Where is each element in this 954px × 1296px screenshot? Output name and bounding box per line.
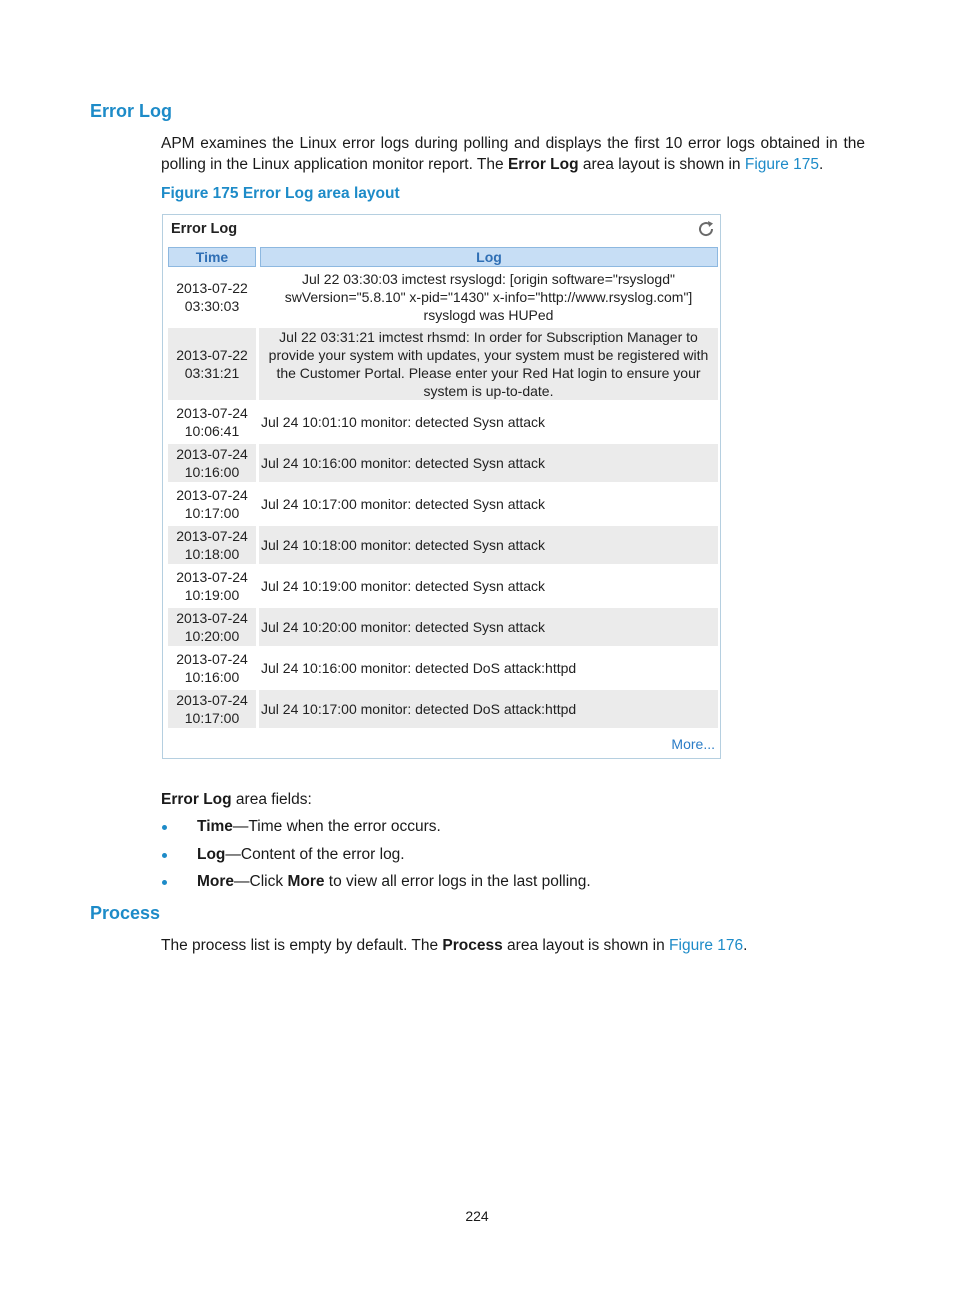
intro-text-2: area layout is shown in [578, 156, 745, 173]
time-cell: 2013-07-24 10:17:00 [168, 485, 256, 523]
time-cell: 2013-07-22 03:30:03 [168, 269, 256, 325]
bullet-icon [162, 853, 167, 858]
time-cell: 2013-07-24 10:16:00 [168, 649, 256, 687]
figure-176-link[interactable]: Figure 176 [669, 937, 744, 954]
list-item [161, 844, 591, 872]
refresh-icon[interactable] [696, 219, 716, 239]
time-cell: 2013-07-24 10:06:41 [168, 403, 256, 441]
process-text-1: The process list is empty by default. The [161, 937, 443, 954]
time-cell: 2013-07-24 10:20:00 [168, 608, 256, 646]
process-text [161, 935, 865, 956]
panel-title: Error Log [171, 221, 238, 237]
bullet-icon [162, 880, 167, 885]
error-log-panel [162, 214, 721, 759]
log-cell: Jul 22 03:30:03 imctest rsyslogd: [origin software="rsyslogd" swVersion="5.8.10" x-pid="1430" x-info="http://www.rsyslog.com"] rsyslogd was HUPed [259, 269, 718, 325]
log-cell: Jul 24 10:19:00 monitor: detected Sysn attack [259, 567, 718, 605]
field-term: Log [197, 845, 226, 863]
time-cell: 2013-07-24 10:16:00 [168, 444, 256, 482]
error-log-intro [161, 133, 865, 175]
table-row [168, 608, 718, 646]
log-cell: Jul 24 10:16:00 monitor: detected DoS attack:httpd [259, 649, 718, 687]
more-link[interactable]: More... [671, 736, 715, 752]
table-row [168, 649, 718, 687]
log-cell: Jul 24 10:17:00 monitor: detected DoS attack:httpd [259, 690, 718, 728]
intro-text-3: . [818, 156, 824, 173]
intro-bold: Error Log [507, 156, 579, 173]
figure-caption: Figure 175 Error Log area layout [161, 185, 400, 202]
table-row [168, 485, 718, 523]
field-desc: —Content of the error log. [225, 845, 405, 863]
process-bold: Process [442, 937, 503, 954]
process-text-2: area layout is shown in [502, 937, 670, 954]
section-heading-process: Process [90, 903, 161, 923]
fields-intro-text: area fields: [231, 791, 312, 808]
field-desc-bold: More [287, 873, 325, 890]
time-cell: 2013-07-24 10:17:00 [168, 690, 256, 728]
fields-list [161, 816, 591, 899]
log-cell: Jul 24 10:18:00 monitor: detected Sysn attack [259, 526, 718, 564]
column-header-time[interactable]: Time [168, 247, 256, 267]
field-term: More [197, 873, 235, 890]
fields-intro [161, 789, 865, 810]
time-cell: 2013-07-24 10:19:00 [168, 567, 256, 605]
page-number: 224 [465, 1208, 489, 1224]
table-row [168, 526, 718, 564]
log-cell: Jul 24 10:20:00 monitor: detected Sysn attack [259, 608, 718, 646]
field-desc: —Time when the error occurs. [232, 818, 441, 835]
bullet-icon [162, 825, 167, 830]
log-cell: Jul 24 10:01:10 monitor: detected Sysn attack [259, 403, 718, 441]
table-row [168, 690, 718, 728]
table-row [168, 269, 718, 325]
table-row [168, 328, 718, 400]
field-desc: —Click [234, 873, 288, 890]
field-desc-2: to view all error logs in the last polling. [324, 873, 591, 890]
figure-175-link[interactable]: Figure 175 [744, 156, 819, 173]
intro-text: APM examines the Linux error logs during polling and displays the first 10 error logs obtained in the polling in the Linux application monitor report. The [161, 135, 865, 173]
log-cell: Jul 24 10:16:00 monitor: detected Sysn attack [259, 444, 718, 482]
time-cell: 2013-07-24 10:18:00 [168, 526, 256, 564]
error-log-table [168, 269, 718, 731]
log-cell: Jul 22 03:31:21 imctest rhsmd: In order for Subscription Manager to provide your system with updates, your system must be registered with the Customer Portal. Please enter your Red Hat login to ensure your system is up-to-date. [259, 328, 718, 400]
time-cell: 2013-07-22 03:31:21 [168, 328, 256, 400]
table-row [168, 403, 718, 441]
table-row [168, 444, 718, 482]
field-term: Time [197, 818, 233, 835]
process-text-3: . [743, 937, 748, 954]
column-header-log[interactable]: Log [260, 247, 718, 267]
section-heading-error-log: Error Log [90, 101, 173, 121]
table-row [168, 567, 718, 605]
fields-intro-bold: Error Log [161, 791, 232, 808]
log-cell: Jul 24 10:17:00 monitor: detected Sysn attack [259, 485, 718, 523]
list-item [161, 816, 591, 844]
list-item [161, 871, 591, 899]
